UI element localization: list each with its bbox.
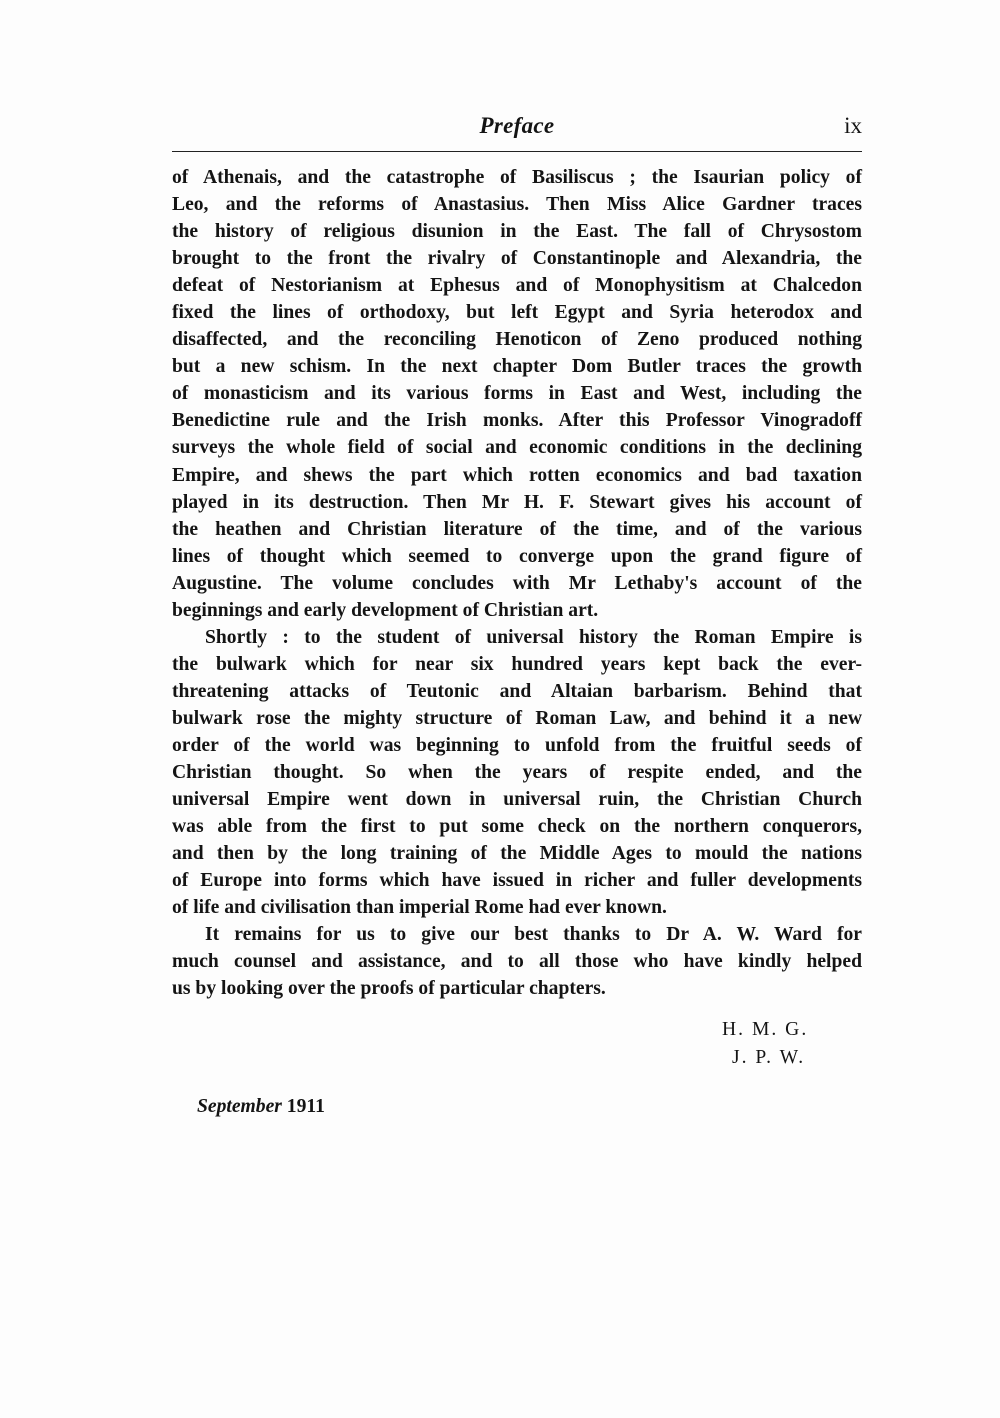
text-line: played in its destruction. Then Mr H. F. Stewart gives his account of (172, 491, 862, 513)
text-line: was able from the first to put some check on the northern conquerors, (172, 816, 862, 838)
text-line: bulwark rose the mighty structure of Roman Law, and behind it a new (172, 707, 862, 729)
text-line: of monasticism and its various forms in East and West, including the (172, 383, 862, 405)
text-line: fixed the lines of orthodoxy, but left Egypt and Syria heterodox and (172, 302, 862, 324)
date-year: 1911 (286, 1096, 325, 1117)
text-line: disaffected, and the reconciling Henoticon of Zeno produced nothing (172, 329, 862, 351)
signature-block (722, 1016, 862, 1071)
date-month: September (197, 1096, 282, 1117)
text-line: beginnings and early development of Christian art. (172, 599, 599, 621)
text-line: Leo, and the reforms of Anastasius. Then Miss Alice Gardner traces (172, 194, 862, 216)
header-rule (172, 151, 862, 152)
text-line: Augustine. The volume concludes with Mr Lethaby's account of the (172, 572, 862, 594)
page-header (172, 110, 862, 154)
text-line: the bulwark which for near six hundred years kept back the ever- (172, 653, 862, 675)
text-line: of life and civilisation than imperial Rome had ever known. (172, 897, 667, 919)
dateline (197, 1093, 325, 1120)
text-line: defeat of Nestorianism at Ephesus and of Monophysitism at Chalcedon (172, 275, 862, 297)
text-line: us by looking over the proofs of particular chapters. (172, 978, 606, 1000)
text-line: order of the world was beginning to unfold from the fruitful seeds of (172, 734, 862, 756)
text-line: the heathen and Christian literature of the time, and of the various (172, 518, 862, 540)
running-title: Preface (479, 113, 555, 138)
text-line: much counsel and assistance, and to all those who have kindly helped (172, 951, 862, 973)
text-line: Christian thought. So when the years of respite ended, and the (172, 762, 862, 784)
text-line: lines of thought which seemed to converge upon the grand figure of (172, 545, 862, 567)
text-line: of Athenais, and the catastrophe of Basiliscus ; the Isaurian policy of (172, 167, 862, 188)
text-line: but a new schism. In the next chapter Dom Butler traces the growth (172, 356, 862, 378)
text-line: of Europe into forms which have issued in richer and fuller developments (172, 870, 862, 892)
text-line: brought to the front the rivalry of Constantinople and Alexandria, the (172, 248, 862, 270)
text-line: and then by the long training of the Middle Ages to mould the nations (172, 843, 862, 865)
preface-text (172, 164, 862, 1002)
signature-initials: J. P. W. (732, 1046, 806, 1068)
text-line: universal Empire went down in universal ruin, the Christian Church (172, 789, 862, 811)
text-line: the history of religious disunion in the East. The fall of Chrysostom (172, 221, 862, 243)
text-line: Benedictine rule and the Irish monks. After this Professor Vinogradoff (172, 410, 862, 432)
page-number: ix (844, 113, 862, 138)
text-line: surveys the whole field of social and economic conditions in the declining (172, 437, 862, 459)
text-line: It remains for us to give our best thanks to Dr A. W. Ward for (205, 924, 862, 946)
text-line: Shortly : to the student of universal history the Roman Empire is (205, 626, 862, 648)
signature-initials: H. M. G. (722, 1019, 809, 1040)
text-line: threatening attacks of Teutonic and Altaian barbarism. Behind that (172, 680, 862, 702)
text-line: Empire, and shews the part which rotten economics and bad taxation (172, 464, 862, 486)
